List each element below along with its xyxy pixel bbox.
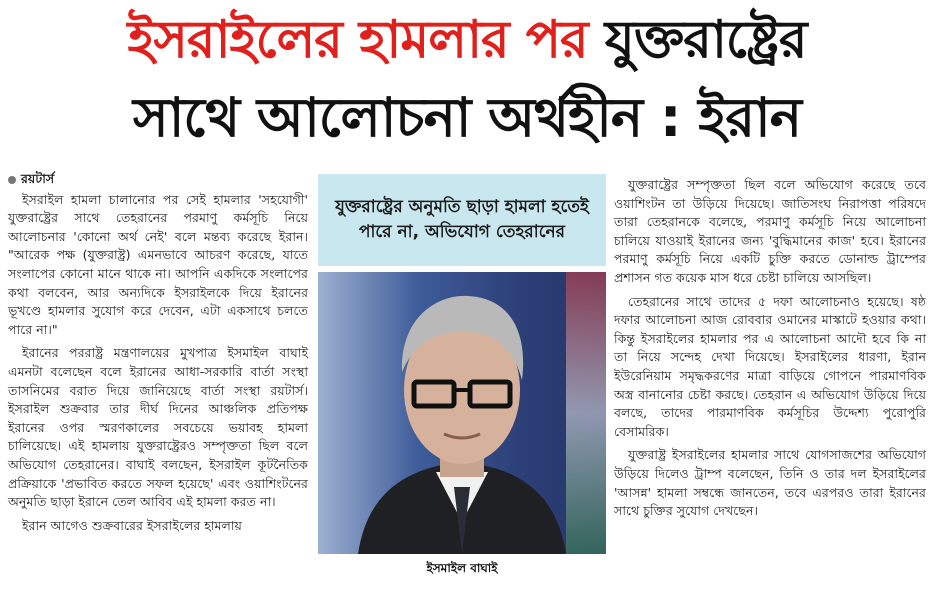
headline-black-part: যুক্তরাষ্ট্রের <box>604 10 807 70</box>
paragraph: যুক্তরাষ্ট্র ইসরাইলের হামলার সাথে যোগসাজশের অভিযোগ উড়িয়ে দিলেও ট্রাম্প বলেছেন, তিনি ও তার দল ইসরাইলের 'আসন্ন' হামলা সম্বন্ধে জানতেন, তবে এরপরও তারা ইরানের সাথে চুক্তির সুযোগ দেখছেন। <box>614 447 926 519</box>
portrait-photo <box>318 272 606 554</box>
article-column-right <box>614 176 926 526</box>
paragraph: যুক্তরাষ্ট্রের সম্পৃক্ততা ছিল বলে অভিযোগ করেছে তবে ওয়াশিংটন তা উড়িয়ে দিয়েছে। জাতিসংঘ নিরাপত্তা পরিষদে তারা তেহরানকে বলেছে, পরমাণু কর্মসূচি নিয়ে আলোচনা চালিয়ে যাওয়াই ইরানের জন্য 'বুদ্ধিমানের কাজ' হবে। ইরানের পরমাণু কর্মসূচি নিয়ে একটি চুক্তি করতে ডোনাল্ড ট্রাম্পের প্রশাসন গত কয়েক মাস ধরে চেষ্টা চালিয়ে আসছিল। <box>614 177 926 285</box>
pull-quote: যুক্তরাষ্ট্রের অনুমতি ছাড়া হামলা হতেই পারে না, অভিযোগ তেহরানের <box>318 174 606 266</box>
paragraph: ইরানের পররাষ্ট্র মন্ত্রণালয়ের মুখপাত্র ইসমাইল বাঘাই এমনটা বলেছেন বলে ইরানের আধা-সরকারি বার্তা সংস্থা তাসনিমের বরাত দিয়ে জানিয়েছে বার্তা সংস্থা রয়টার্স। ইসরাইল শুক্রবার তার দীর্ঘ দিনের আঞ্চলিক প্রতিপক্ষ ইরানের ওপর স্মরণকালের সবচেয়ে ভয়াবহ হামলা চালিয়েছে। এই হামলায় যুক্তরাষ্ট্রেরও সম্পৃক্ততা ছিল বলে অভিযোগ তেহরানের। বাঘাই বলছেন, ইসরাইল কূটনৈতিক প্রক্রিয়াকে 'প্রভাবিত করতে সফল হয়েছে' এবং ওয়াশিংটনের অনুমতি ছাড়া ইরানে তেল আবিব এই হামলা করত না। <box>8 345 308 510</box>
headline-line-1 <box>0 6 934 74</box>
source-label: রয়টার্স <box>21 171 55 186</box>
photo-caption: ইসমাইল বাঘাই <box>426 561 498 575</box>
paragraph: ইসরাইল হামলা চালানোর পর সেই হামলার 'সহযোগী' যুক্তরাষ্ট্রের সাথে তেহরানের পরমাণু কর্মসূচি নিয়ে আলোচনার 'কোনো অর্থ নেই' বলে মন্তব্য করেছে ইরান। "আরেক পক্ষ (যুক্তরাষ্ট্র) এমনভাবে আচরণ করেছে, যাতে সংলাপের কোনো মানে থাকে না। আপনি একদিকে সংলাপের কথা বলবেন, আর অন্যদিকে ইসরাইলকে দিয়ে ইরানের ভূখণ্ডে হামলার সুযোগ করে দেবেন, এটা একসাথে চলতে পারে না।" <box>8 191 308 337</box>
article-column-left <box>8 170 308 540</box>
headline-line-2: সাথে আলোচনা অর্থহীন : ইরান <box>133 86 801 149</box>
paragraph: ইরান আগেও শুক্রবারের ইসরাইলের হামলায় <box>22 517 242 533</box>
portrait-illustration <box>318 272 606 554</box>
source-byline <box>8 170 308 189</box>
paragraph: তেহরানের সাথে তাদের ৫ দফা আলোচনাও হয়েছে। ষষ্ঠ দফার আলোচনা আজ রোববার ওমানের মাস্কাটে হওয়ার কথা। কিন্তু ইসরাইলের হামলার পর এ আলোচনা আদৌ হবে কি না তা নিয়ে সন্দেহ দেখা দিয়েছে। ইসরাইলের ধারণা, ইরান ইউরেনিয়াম সমৃদ্ধকরণের মাত্রা বাড়িয়ে গোপনে পারমাণবিক অস্ত্র বানানোর চেষ্টা করছে। তেহরান এ অভিযোগ উড়িয়ে দিয়ে বলছে, তাদের পারমাণবিক কর্মসূচির উদ্দেশ্য পুরোপুরি বেসামরিক। <box>614 293 926 439</box>
bullet-icon <box>8 176 16 184</box>
headline-red-part: ইসরাইলের হামলার পর <box>127 10 588 70</box>
